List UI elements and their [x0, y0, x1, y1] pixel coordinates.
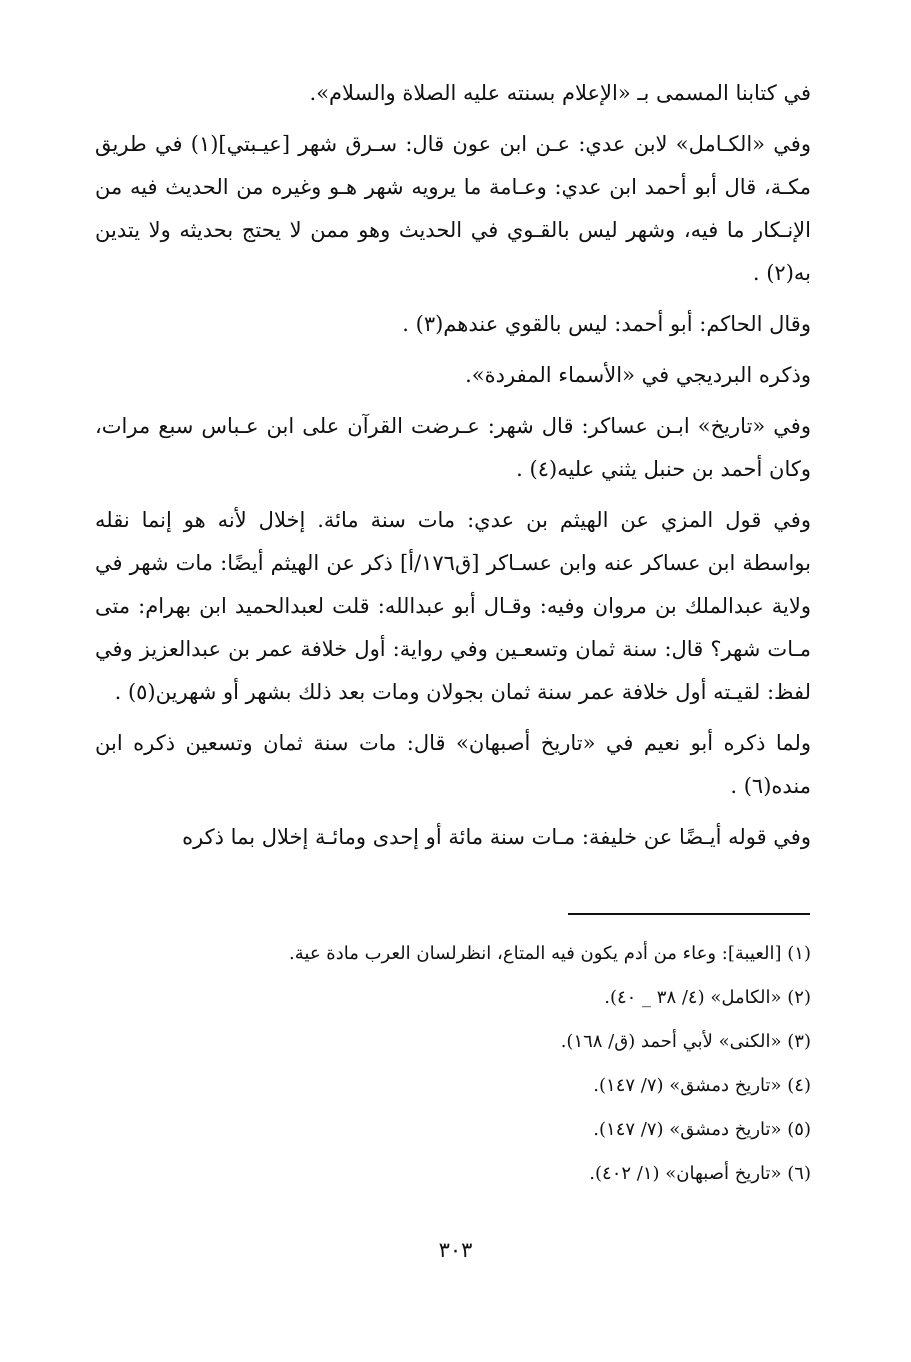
paragraph: وفي «الكـامل» لابن عدي: عـن ابن عون قال: سـرق شهر [عيـبتي](١) في طريق مكـة، قال أبو أحمد ابن عدي: وعـامة ما يرويه شهر هـو وغيره من الحديث فيه من الإنـكار ما فيه، وشهر ليس بالقـوي في الحديث وهو ممن لا يحتج بحديثه ولا يتدين به(٢) . [95, 132, 811, 285]
footnote: (٦) «تاريخ أصبهان» (١/ ٤٠٢). [589, 1163, 811, 1184]
footnote: (٥) «تاريخ دمشق» (٧/ ١٤٧). [593, 1119, 811, 1140]
footnote: (١) [العيبة]: وعاء من أدم يكون فيه المتاع، انظرلسان العرب مادة عية. [289, 943, 811, 964]
paragraph: وقال الحاكم: أبو أحمد: ليس بالقوي عندهم(٣) . [402, 312, 811, 336]
paragraph: وذكره البرديجي في «الأسماء المفردة». [465, 363, 811, 387]
paragraph: ولما ذكره أبو نعيم في «تاريخ أصبهان» قال: مات سنة ثمان وتسعين ذكره ابن منده(٦) . [95, 731, 811, 798]
footnote: (٢) «الكامل» (٤/ ٣٨ _ ٤٠). [604, 987, 811, 1008]
footnote: (٤) «تاريخ دمشق» (٧/ ١٤٧). [593, 1075, 811, 1096]
footnote-divider [568, 913, 810, 915]
footnotes [95, 932, 811, 1196]
paragraph: وفي قول المزي عن الهيثم بن عدي: مات سنة مائة. إخلال لأنه هو إنما نقله بواسطة ابن عساكر عنه وابن عسـاكر [ق١٧٦/أ] ذكر عن الهيثم أيضًا: مات شهر في ولاية عبدالملك بن مروان وفيه: وقـال أبو عبدالله: قلت لعبدالحميد ابن بهرام: متى مـات شهر؟ قال: سنة ثمان وتسعـين وفي رواية: أول خلافة عمر بن عبدالعزيز وفي لفظ: لقيـته أول خلافة عمر سنة ثمان بجولان ومات بعد ذلك بشهر أو شهرين(٥) . [95, 508, 812, 704]
paragraph: وفي «تاريخ» ابـن عساكر: قال شهر: عـرضت القرآن على ابن عـباس سبع مرات، وكان أحمد بن حنبل يثني عليه(٤) . [95, 414, 811, 481]
main-text [95, 72, 811, 867]
paragraph: في كتابنا المسمى بـ «الإعلام بسنته عليه الصلاة والسلام». [309, 81, 811, 105]
footnote: (٣) «الكنى» لأبي أحمد (ق/ ١٦٨). [560, 1031, 811, 1052]
page-number: ٣٠٣ [438, 1238, 473, 1262]
paragraph: وفي قوله أيـضًا عن خليفة: مـات سنة مائة أو إحدى ومائـة إخلال بما ذكره [182, 825, 811, 849]
